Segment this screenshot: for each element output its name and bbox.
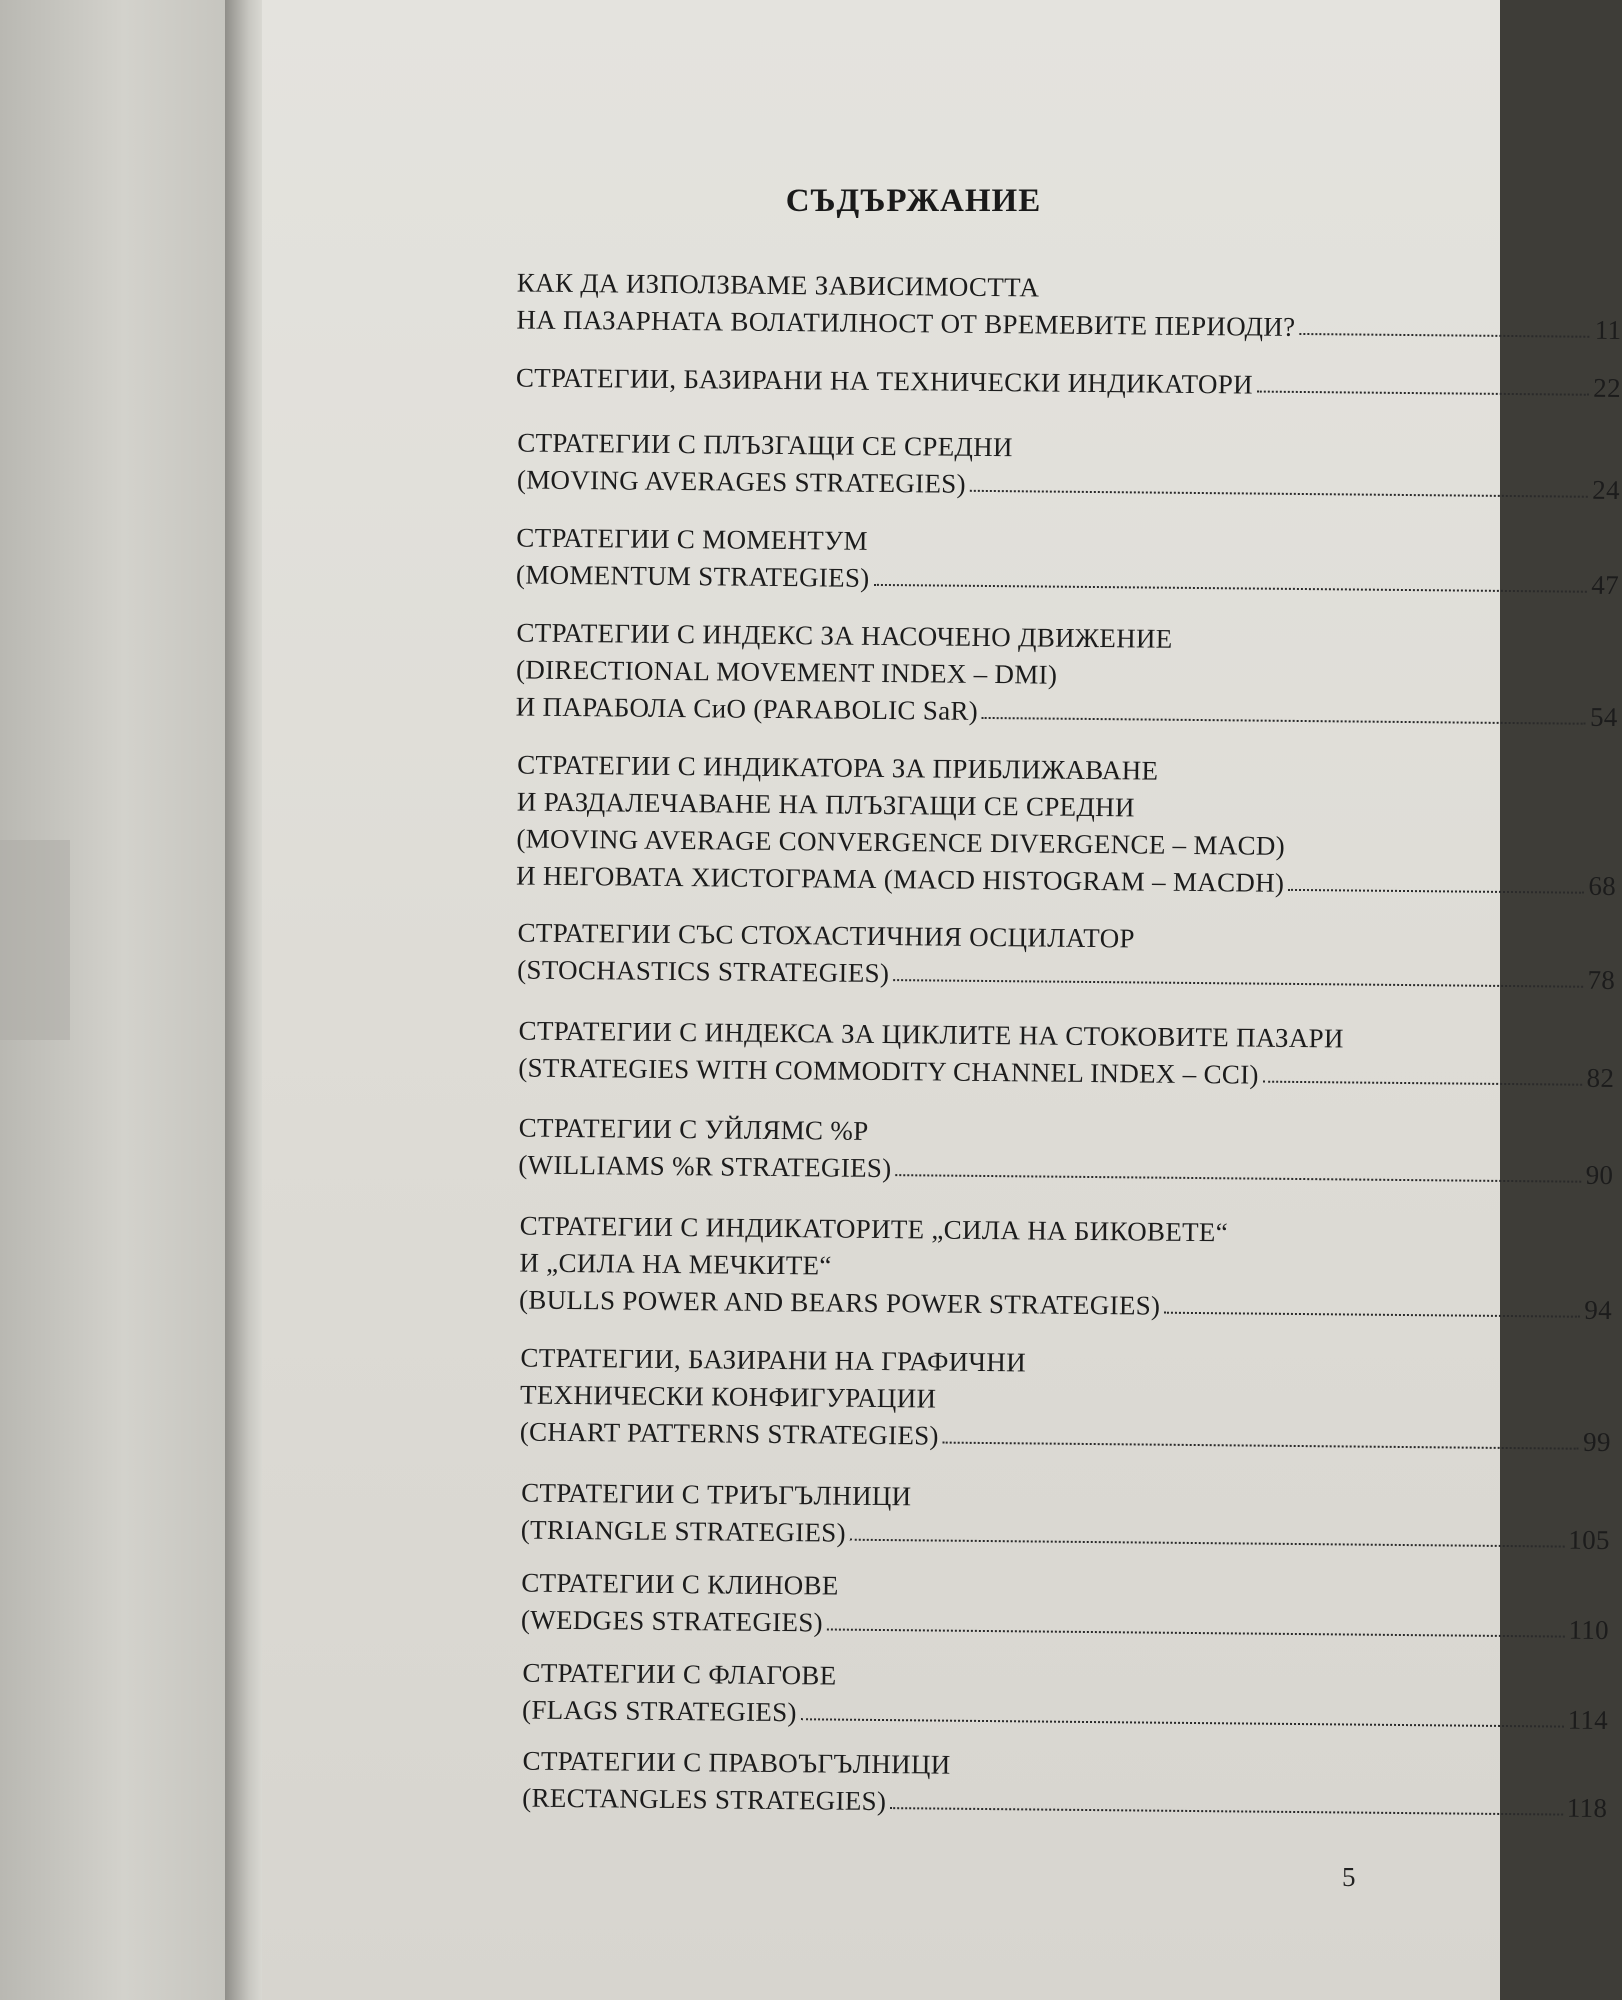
toc-entry-text: И ПАРАБОЛА СиО (PARABOLIC SaR) — [515, 691, 979, 726]
toc-entry-text: СТРАТЕГИИ С ПРАВОЪГЪЛНИЦИ — [522, 1745, 951, 1780]
toc-entry-text: СТРАТЕГИИ С ИНДИКАТОРИТЕ „СИЛА НА БИКОВЕТЕ“ — [519, 1210, 1229, 1248]
toc-entry[interactable] — [516, 614, 1619, 736]
toc-entry[interactable] — [522, 1655, 1609, 1739]
toc-entry-text: СТРАТЕГИИ СЪС СТОХАСТИЧНИЯ ОСЦИЛАТОР — [517, 917, 1135, 954]
toc-entry-text: И НЕГОВАТА ХИСТОГРАМА (MACD HISTOGRAM – MACDH) — [515, 860, 1285, 898]
toc-entry[interactable] — [521, 1565, 1610, 1649]
page-number: 5 — [1342, 1862, 1356, 1892]
toc-entry[interactable] — [516, 746, 1617, 905]
toc-entry[interactable] — [517, 424, 1621, 509]
dot-leader — [1299, 309, 1589, 338]
toc-entry-text: И „СИЛА НА МЕЧКИТЕ“ — [519, 1247, 832, 1281]
dot-leader — [1257, 367, 1589, 396]
toc-entry[interactable] — [518, 1012, 1615, 1097]
toc-entry-text: (FLAGS STRATEGIES) — [521, 1694, 797, 1728]
toc-entry-text: СТРАТЕГИИ С ИНДЕКС ЗА НАСОЧЕНО ДВИЖЕНИЕ — [516, 617, 1173, 654]
toc-entry-text: И РАЗДАЛЕЧАВАНЕ НА ПЛЪЗГАЩИ СЕ СРЕДНИ — [516, 786, 1135, 823]
toc-page-number: 114 — [1567, 1704, 1609, 1735]
dot-leader — [895, 1150, 1581, 1183]
toc-entry-text: (STRATEGIES WITH COMMODITY CHANNEL INDEX – CCI) — [518, 1052, 1259, 1090]
toc-page-number: 110 — [1568, 1614, 1610, 1645]
toc-entry-text: (CHART PATTERNS STRATEGIES) — [519, 1416, 939, 1451]
toc-entry-text: (TRIANGLE STRATEGIES) — [520, 1514, 846, 1548]
toc-entry-text: (STOCHASTICS STRATEGIES) — [517, 954, 890, 989]
toc-entry-text: КАК ДА ИЗПОЛЗВАМЕ ЗАВИСИМОСТТА — [516, 267, 1040, 303]
book-page — [262, 0, 1622, 2000]
dot-leader — [873, 560, 1587, 593]
toc-entry[interactable] — [520, 1340, 1612, 1461]
dot-leader — [1164, 1288, 1580, 1318]
dot-leader — [970, 466, 1588, 498]
toc-page-number: 105 — [1568, 1524, 1610, 1555]
dot-leader — [1288, 865, 1584, 894]
table-of-contents — [262, 262, 1622, 1823]
dot-leader — [943, 1418, 1579, 1450]
toc-page-number: 24 — [1592, 474, 1621, 506]
toc-entry-text: (WEDGES STRATEGIES) — [520, 1604, 824, 1638]
toc-page-number: 78 — [1587, 964, 1616, 996]
facing-page-letter-shadow — [0, 840, 70, 1040]
toc-page-number: 47 — [1591, 569, 1620, 601]
toc-entry-text: СТРАТЕГИИ С ПЛЪЗГАЩИ СЕ СРЕДНИ — [517, 427, 1013, 463]
toc-entry[interactable] — [516, 359, 1621, 407]
toc-entry[interactable] — [517, 914, 1616, 999]
toc-entry[interactable] — [516, 264, 1622, 349]
toc-entry-text: СТРАТЕГИИ С УЙЛЯМС %Р — [518, 1112, 869, 1146]
toc-entry-text: СТРАТЕГИИ, БАЗИРАНИ НА ГРАФИЧНИ — [520, 1342, 1027, 1378]
toc-entry-line — [516, 359, 1621, 407]
toc-page-number: 82 — [1586, 1062, 1615, 1094]
toc-page-number: 90 — [1585, 1159, 1614, 1191]
toc-entry[interactable] — [518, 1110, 1614, 1195]
dot-leader — [1263, 1057, 1583, 1086]
toc-entry-text: (MOVING AVERAGES STRATEGIES) — [516, 464, 966, 499]
toc-page-number: 94 — [1584, 1294, 1613, 1326]
toc-page-number: 118 — [1566, 1792, 1608, 1823]
toc-page-number: 54 — [1589, 701, 1618, 733]
toc-entry-text: СТРАТЕГИИ С ТРИЪГЪЛНИЦИ — [521, 1477, 912, 1512]
book-gutter — [225, 0, 265, 2000]
dot-leader — [850, 1515, 1565, 1548]
dot-leader — [890, 1783, 1563, 1815]
toc-entry-text: СТРАТЕГИИ С МОМЕНТУМ — [516, 522, 868, 556]
toc-page-number: 11 — [1594, 314, 1622, 346]
toc-entry[interactable] — [521, 1475, 1611, 1559]
toc-page-number: 99 — [1582, 1426, 1611, 1458]
toc-entry-text: (DIRECTIONAL MOVEMENT INDEX – DMI) — [515, 654, 1058, 690]
toc-entry-text: СТРАТЕГИИ С ФЛАГОВЕ — [522, 1657, 837, 1691]
dot-leader — [982, 693, 1586, 725]
dot-leader — [893, 955, 1583, 988]
toc-entry-text: СТРАТЕГИИ С ИНДИКАТОРА ЗА ПРИБЛИЖАВАНЕ — [517, 749, 1159, 786]
toc-page-number: 68 — [1588, 870, 1617, 902]
toc-entry-text: (RECTANGLES STRATEGIES) — [522, 1782, 887, 1817]
toc-entry[interactable] — [519, 1208, 1613, 1329]
toc-entry-text: СТРАТЕГИИ С КЛИНОВЕ — [521, 1567, 839, 1601]
facing-page — [0, 0, 225, 2000]
toc-entry-text: СТРАТЕГИИ, БАЗИРАНИ НА ТЕХНИЧЕСКИ ИНДИКАТОРИ — [515, 362, 1254, 400]
toc-entry-text: (BULLS POWER AND BEARS POWER STRATEGIES) — [518, 1284, 1161, 1321]
toc-entry-text: ТЕХНИЧЕСКИ КОНФИГУРАЦИИ — [519, 1379, 937, 1414]
toc-entry-text: (MOVING AVERAGE CONVERGENCE DIVERGENCE – MACD) — [516, 823, 1286, 861]
toc-entry-text: (MOMENTUM STRATEGIES) — [515, 559, 870, 593]
toc-entry[interactable] — [522, 1743, 1608, 1827]
page-title: СЪДЪРЖАНИЕ — [785, 183, 1042, 219]
toc-entry[interactable] — [516, 519, 1620, 604]
toc-page-number: 22 — [1593, 372, 1621, 404]
toc-entry-text: СТРАТЕГИИ С ИНДЕКСА ЗА ЦИКЛИТЕ НА СТОКОВИТЕ ПАЗАРИ — [518, 1015, 1344, 1054]
toc-entry-text: НА ПАЗАРНАТА ВОЛАТИЛНОСТ ОТ ВРЕМЕВИТЕ ПЕРИОДИ? — [516, 304, 1296, 342]
toc-entry-text: (WILLIAMS %R STRATEGIES) — [518, 1149, 892, 1184]
